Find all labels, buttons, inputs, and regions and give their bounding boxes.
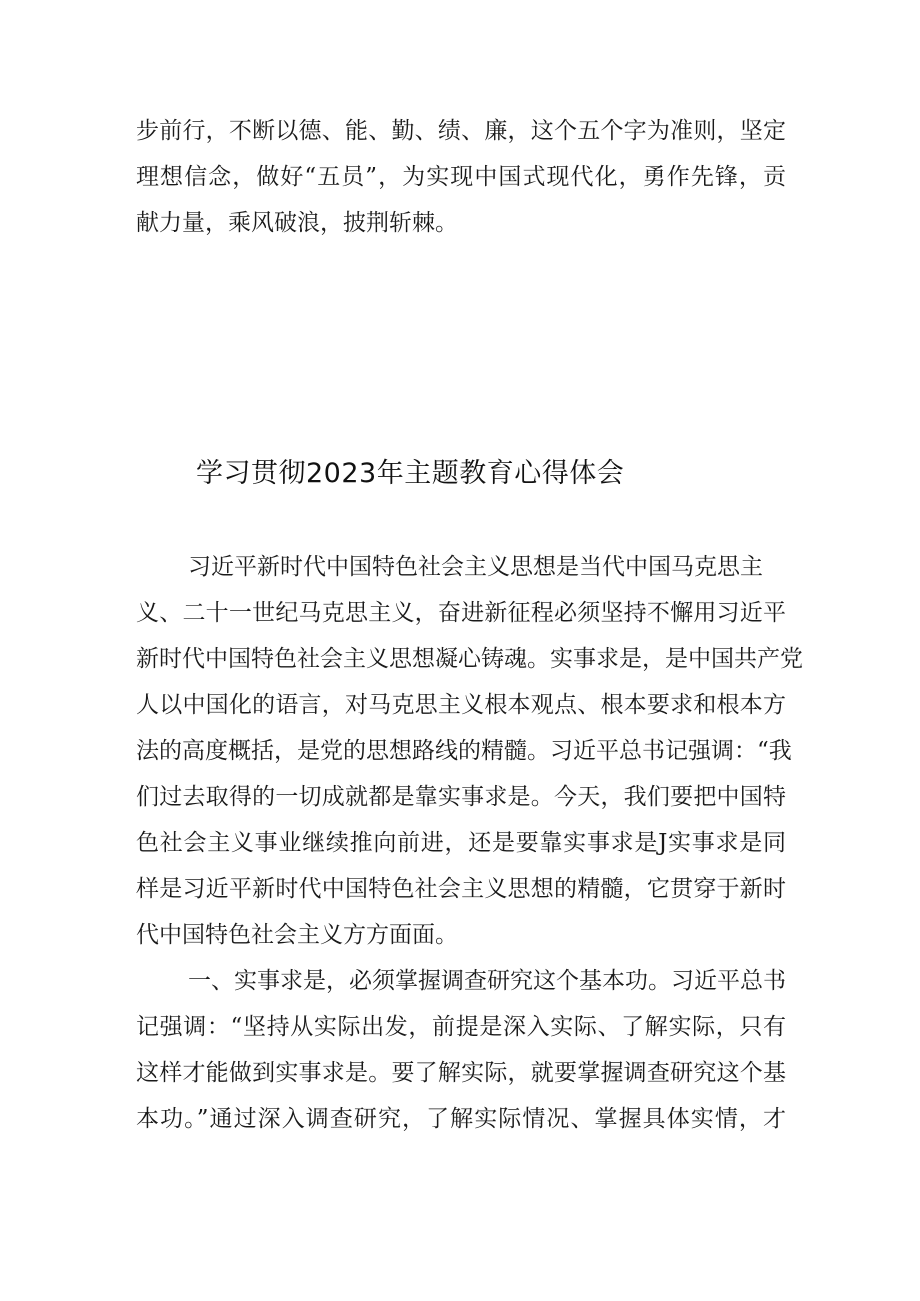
paragraph1-line: 法的高度概括，是党的思想路线的精髓。习近平总书记强调：“我 — [136, 738, 792, 764]
paragraph1-line: 们过去取得的一切成就都是靠实事求是。今天，我们要把中国特 — [136, 784, 786, 810]
paragraph2-line: 一、实事求是，必须掌握调查研究这个基本功。习近平总书 — [188, 968, 786, 994]
paragraph1-line: 人以中国化的语言，对马克思主义根本观点、根本要求和根本方 — [136, 692, 786, 718]
paragraph1-line: 义、二十一世纪马克思主义，奋进新征程必须坚持不懈用习近平 — [136, 600, 786, 626]
paragraph1-line: 习近平新时代中国特色社会主义思想是当代中国马克思主 — [188, 554, 763, 580]
paragraph1-line: 色社会主义事业继续推向前进，还是要靠实事求是J实事求是同 — [136, 830, 786, 856]
paragraph2-line: 这样才能做到实事求是。要了解实际，就要掌握调查研究这个基 — [136, 1060, 786, 1086]
top-paragraph-line: 步前行，不断以德、能、勤、绩、廉，这个五个字为准则，坚定 — [136, 118, 786, 144]
article-title: 学习贯彻2023年主题教育心得体会 — [196, 458, 625, 489]
top-paragraph-line: 理想信念，做好“五员”，为实现中国式现代化，勇作先锋，贡 — [136, 164, 786, 190]
paragraph2-line: 记强调：“坚持从实际出发，前提是深入实际、了解实际，只有 — [136, 1014, 786, 1040]
paragraph1-line: 样是习近平新时代中国特色社会主义思想的精髓，它贯穿于新时 — [136, 876, 786, 902]
top-paragraph-line: 献力量，乘风破浪，披荆斩棘。 — [136, 210, 458, 236]
paragraph1-line: 代中国特色社会主义方方面面。 — [136, 922, 458, 948]
paragraph2-line: 本功。”通过深入调查研究，了解实际情况、掌握具体实情，才 — [136, 1106, 786, 1132]
paragraph1-line: 新时代中国特色社会主义思想凝心铸魂。实事求是，是中国共产党 — [136, 646, 803, 672]
